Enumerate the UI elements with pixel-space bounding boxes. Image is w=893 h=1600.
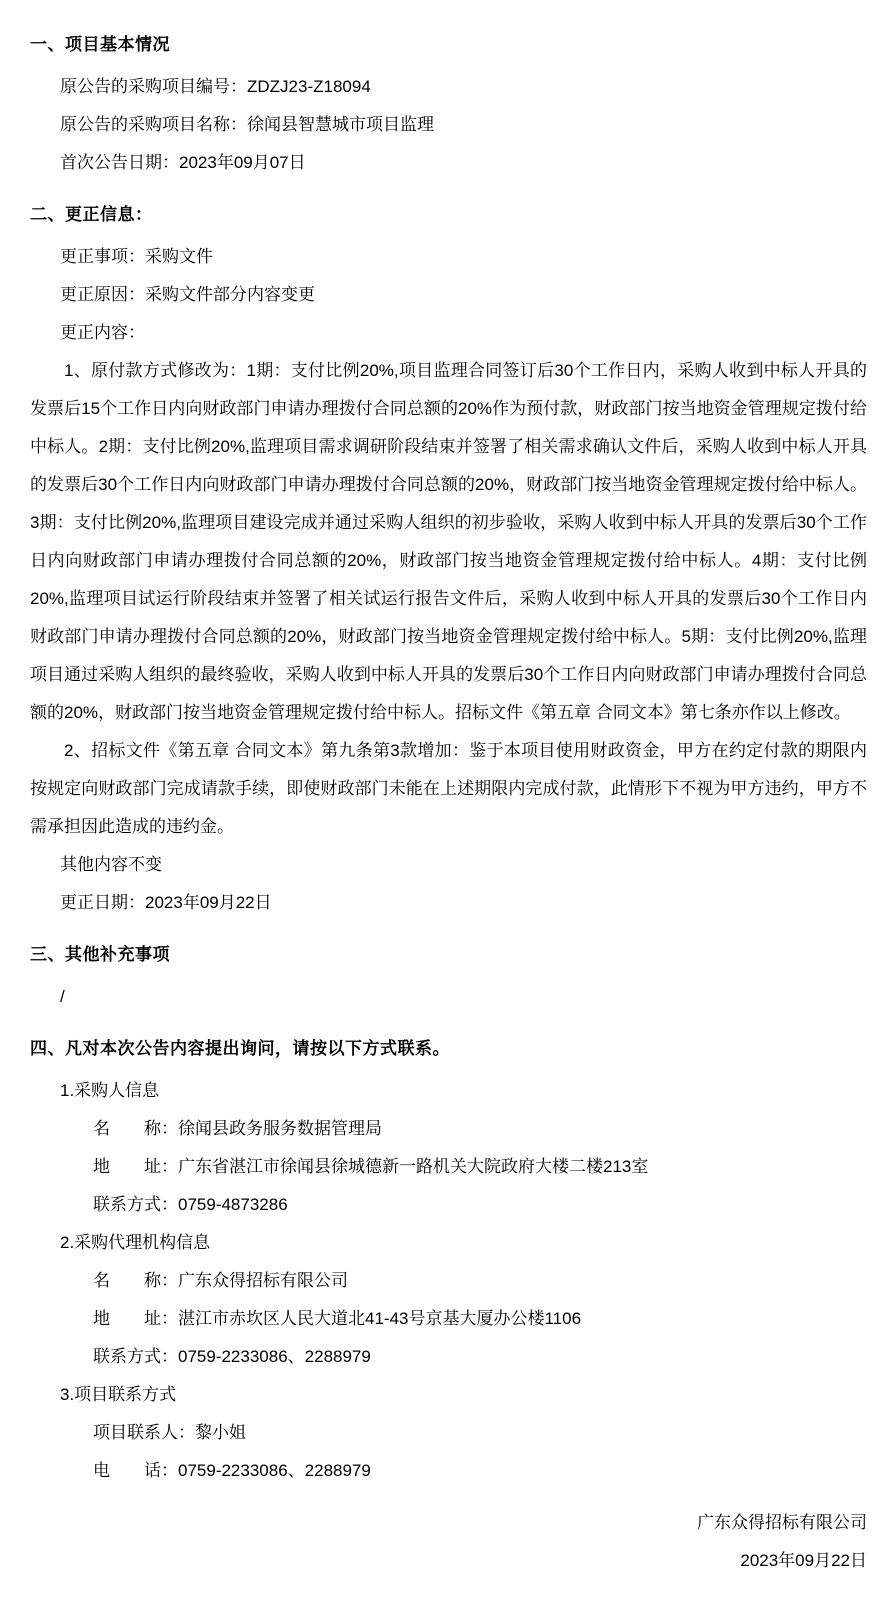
purchaser-name-line: 名 称：徐闻县政务服务数据管理局: [93, 1119, 382, 1138]
project-contact-person-line: 项目联系人：黎小姐: [93, 1423, 246, 1442]
section-basic-info: [30, 26, 867, 182]
agency-address-line: 地 址：湛江市赤坎区人民大道北41-43号京基大厦办公楼1106: [93, 1309, 582, 1328]
section-correction-info: [30, 196, 867, 922]
correction-reason-line: 更正原因：采购文件部分内容变更: [60, 285, 315, 304]
signature-company: 广东众得招标有限公司: [697, 1513, 867, 1532]
project-name-line: 原公告的采购项目名称：徐闻县智慧城市项目监理: [60, 115, 434, 134]
section2-heading: 二、更正信息：: [30, 205, 153, 224]
correction-paragraph-2: 2、招标文件《第五章 合同文本》第九条第3款增加：鉴于本项目使用财政资金，甲方在约定付款的期限内按规定向财政部门完成请款手续，即使财政部门未能在上述期限内完成付款，此情形下不视为甲方违约，甲方不需承担因此造成的违约金。: [30, 741, 867, 836]
purchaser-address-line: 地 址：广东省湛江市徐闻县徐城德新一路机关大院政府大楼二楼213室: [93, 1157, 649, 1176]
correction-date-line: 更正日期：2023年09月22日: [60, 893, 272, 912]
agency-contact-line: 联系方式：0759-2233086、2288979: [93, 1347, 371, 1366]
correction-item-line: 更正事项：采购文件: [60, 247, 213, 266]
correction-content-label: 更正内容：: [60, 323, 145, 342]
agency-title: 2.采购代理机构信息: [60, 1233, 211, 1252]
agency-info-block: [30, 1224, 867, 1376]
first-notice-date-line: 首次公告日期：2023年09月07日: [60, 153, 306, 172]
signature-block: [30, 1504, 867, 1580]
purchaser-contact-line: 联系方式：0759-4873286: [93, 1195, 288, 1214]
project-contact-block: [30, 1376, 867, 1490]
section-contact-info: [30, 1030, 867, 1490]
project-contact-title: 3.项目联系方式: [60, 1385, 177, 1404]
agency-name-line: 名 称：广东众得招标有限公司: [93, 1271, 348, 1290]
section3-heading: 三、其他补充事项: [30, 945, 170, 964]
correction-paragraph-1: 1、原付款方式修改为：1期：支付比例20%,项目监理合同签订后30个工作日内，采购人收到中标人开具的发票后15个工作日内向财政部门申请办理拨付合同总额的20%作为预付款，财政部门按当地资金管理规定拨付给中标人。2期：支付比例20%,监理项目需求调研阶段结束并签署了相关需求确认文件后，采购人收到中标人开具的发票后30个工作日内向财政部门申请办理拨付合同总额的20%，财政部门按当地资金管理规定拨付给中标人。3期：支付比例20%,监理项目建设完成并通过采购人组织的初步验收，采购人收到中标人开具的发票后30个工作日内向财政部门申请办理拨付合同总额的20%，财政部门按当地资金管理规定拨付给中标人。4期：支付比例20%,监理项目试运行阶段结束并签署了相关试运行报告文件后，采购人收到中标人开具的发票后30个工作日内财政部门申请办理拨付合同总额的20%，财政部门按当地资金管理规定拨付给中标人。5期：支付比例20%,监理项目通过采购人组织的最终验收，采购人收到中标人开具的发票后30个工作日内向财政部门申请办理拨付合同总额的20%，财政部门按当地资金管理规定拨付给中标人。招标文件《第五章 合同文本》第七条亦作以上修改。: [30, 361, 867, 722]
project-number-line: 原公告的采购项目编号：ZDZJ23-Z18094: [60, 77, 371, 96]
section1-heading: 一、项目基本情况: [30, 35, 170, 54]
signature-date: 2023年09月22日: [740, 1551, 867, 1570]
purchaser-info-block: [30, 1072, 867, 1224]
supplementary-content: /: [60, 987, 65, 1006]
other-unchanged-line: 其他内容不变: [60, 855, 162, 874]
section4-heading: 四、凡对本次公告内容提出询问，请按以下方式联系。: [30, 1039, 450, 1058]
purchaser-title: 1.采购人信息: [60, 1081, 160, 1100]
project-contact-phone-line: 电 话：0759-2233086、2288979: [93, 1461, 371, 1480]
section-supplementary: [30, 936, 867, 1016]
